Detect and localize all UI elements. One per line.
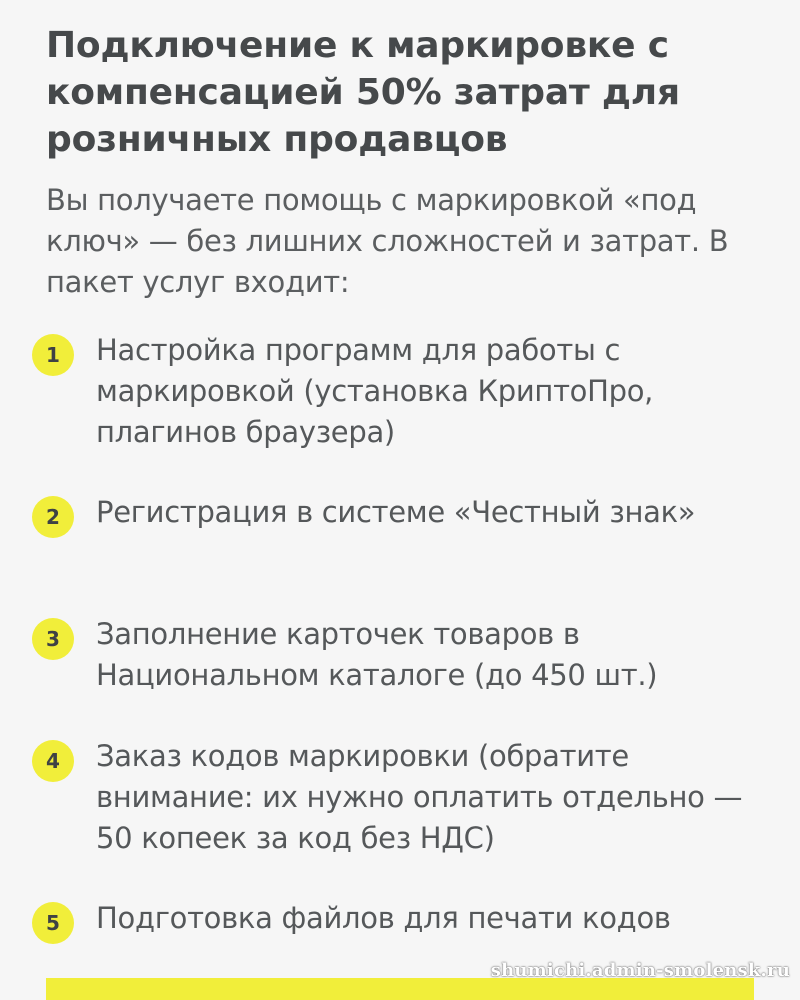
step-text: Заказ кодов маркировки (обратите внимание: их нужно оплатить отдельно — 50 копеек за код без НДС): [96, 739, 743, 855]
step-number-badge: 2: [32, 496, 74, 538]
step-number-badge: 5: [32, 902, 74, 944]
step-number-badge: 3: [32, 618, 74, 660]
step-number-badge: 1: [32, 334, 74, 376]
accent-bar: [46, 978, 754, 1000]
step-text: Настройка программ для работы с маркировкой (установка КриптоПро, плагинов браузера): [96, 333, 654, 449]
page-title: Подключение к маркировке с компенсацией 50% затрат для розничных продавцов: [46, 25, 680, 160]
step-text: Регистрация в системе «Честный знак»: [96, 495, 696, 529]
step-text: Заполнение карточек товаров в Национальном каталоге (до 450 шт.): [96, 617, 658, 692]
site-watermark: shumichi.admin-smolensk.ru: [490, 960, 790, 981]
intro-text: Вы получаете помощь с маркировкой «под ключ» — без лишних сложностей и затрат. В пакет услуг входит:: [46, 183, 729, 299]
step-text: Подготовка файлов для печати кодов: [96, 901, 671, 935]
step-number-badge: 4: [32, 740, 74, 782]
